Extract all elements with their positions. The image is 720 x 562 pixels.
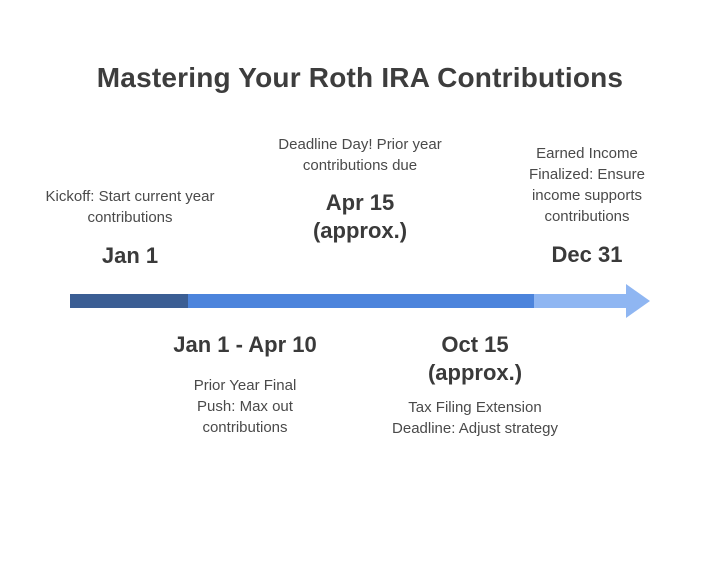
- milestone-jan-1-apr-10-date: Jan 1 - Apr 10: [173, 332, 317, 357]
- milestone-dec-31: [512, 143, 662, 269]
- milestone-jan-1-description: Kickoff: Start current year contributions: [45, 188, 215, 226]
- timeline-arrowhead: [626, 284, 650, 318]
- page-title: Mastering Your Roth IRA Contributions: [96, 62, 624, 93]
- milestone-dec-31-date: Dec 31: [551, 242, 623, 267]
- milestone-oct-15: [385, 331, 565, 439]
- milestone-jan-1: [40, 186, 220, 270]
- milestone-dec-31-description: Earned Income Finalized: Ensure income supports contributions: [529, 145, 645, 225]
- timeline-segment-mid: [188, 294, 534, 308]
- milestone-jan-1-apr-10-description: Prior Year Final Push: Max out contributions: [193, 377, 297, 436]
- milestone-jan-1-apr-10: [150, 331, 340, 438]
- milestone-apr-15-date: Apr 15 (approx.): [312, 190, 408, 243]
- milestone-oct-15-description: Tax Filing Extension Deadline: Adjust strategy: [392, 399, 558, 437]
- milestone-apr-15-description: Deadline Day! Prior year contributions due: [278, 136, 442, 174]
- timeline-segment-light: [534, 294, 626, 308]
- milestone-apr-15: [270, 134, 450, 245]
- milestone-oct-15-date: Oct 15 (approx.): [427, 332, 523, 385]
- timeline-segment-dark: [70, 294, 188, 308]
- milestone-jan-1-date: Jan 1: [101, 243, 159, 268]
